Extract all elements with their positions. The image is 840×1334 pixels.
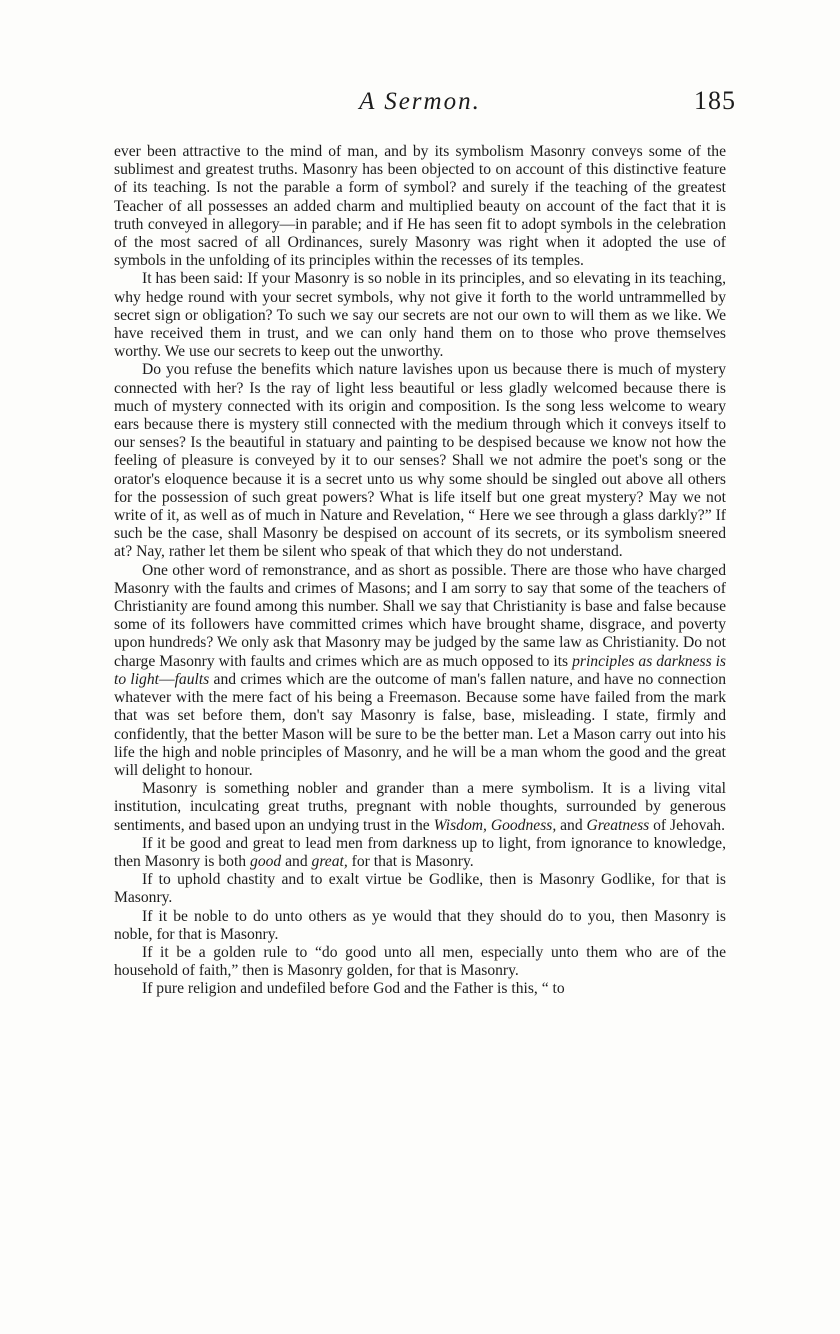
paragraph-10: If pure religion and undefiled before God and the Father is this, “ to: [142, 980, 565, 998]
paragraph-6-part-a: If it be good and great to lead men from darkness up to light, from ignorance to knowledge, then Masonry is both: [114, 834, 726, 870]
paragraph-5-greatness: Greatness: [586, 816, 650, 834]
paragraph-4-italic: principles as darkness is to light: [114, 652, 726, 688]
paragraph-5: [114, 780, 726, 835]
body-text: [114, 143, 726, 999]
running-title: A Sermon.: [359, 88, 481, 115]
paragraph-5-part-b: of Jehovah.: [649, 816, 726, 834]
paragraph-6-good: good: [250, 852, 282, 870]
paragraph-6-part-b: for that is Masonry.: [347, 852, 474, 870]
paragraph-7: If to uphold chastity and to exalt virtue be Godlike, then is Masonry Godlike, for that is Masonry.: [114, 871, 726, 907]
paragraph-4-dash: —: [159, 670, 175, 688]
paragraph-5-and: and: [556, 816, 587, 834]
paragraph-4-italic-2: faults: [174, 670, 210, 688]
paragraph-6: [114, 835, 726, 871]
paragraph-9: If it be a golden rule to “do good unto all men, especially unto them who are of the household of faith,” then is Masonry golden, for that is Masonry.: [114, 943, 726, 980]
paragraph-1: ever been attractive to the mind of man, and by its symbolism Masonry conveys some of the sublimest and greatest truths. Masonry has been objected to on account of this distinctive feature of its teaching. Is not the parable a form of symbol? and surely if the teaching of the greatest Teacher of all possesses an added charm and multiplied beauty on account of the fact that it is truth conveyed in allegory—in parable; and if He has seen fit to adopt symbols in the celebration of the most sacred of all Ordinances, surely Masonry was right when it adopted the use of symbols in the unfolding of its principles within the recesses of its temples.: [114, 143, 726, 270]
page-number: 185: [694, 86, 736, 115]
paragraph-4-part-b: and crimes which are the outcome of man's fallen nature, and have no connection whatever with the mere fact of his being a Freemason. Because some have failed from the mark that was set before them, don't say Masonry is false, base, misleading. I state, firmly and confidently, that the better Mason will be sure to be the better man. Let a Mason carry out into his life the high and noble principles of Masonry, and he will be a man whom the good and the great will delight to honour.: [114, 670, 726, 779]
paragraph-2: It has been said: If your Masonry is so noble in its principles, and so elevating in its teaching, why hedge round with your secret symbols, why not give it forth to the world untrammelled by secret sign or obligation? To such we say our secrets are not our own to will them as we like. We have received them in trust, and we can only hand them on to those who prove themselves worthy. We use our secrets to keep out the unworthy.: [114, 270, 726, 361]
paragraph-3: Do you refuse the benefits which nature lavishes upon us because there is much of mystery connected with her? Is the ray of light less beautiful or less gladly welcomed because there is much of mystery connected with its origin and composition. Is the song less welcome to weary ears because there is mystery still connected with the medium through which it conveys itself to our senses? Is the beautiful in statuary and painting to be despised because we know not how the feeling of pleasure is conveyed by it to our senses? Shall we not admire the poet's song or the orator's eloquence because it is a secret unto us why some should be singled out above all others for the possession of such great powers? What is life itself but one great mystery? May we not write of it, as well as of much in Nature and Revelation, “ Here we see through a glass darkly?” If such be the case, shall Masonry be despised on account of its secrets, or its symbolism sneered at? Nay, rather let them be silent who speak of that which they do not understand.: [114, 361, 726, 561]
paragraph-5-part-a: Masonry is something nobler and grander than a mere symbolism. It is a living vital institution, inculcating great truths, pregnant with noble thoughts, surrounded by generous sentiments, and based upon an undying trust in the: [114, 780, 726, 834]
paragraph-4-part-a: One other word of remonstrance, and as short as possible. There are those who have charged Masonry with the faults and crimes of Masons; and I am sorry to say that some of the teachers of Christianity are found among this number. Shall we say that Christianity is base and false because some of its followers have committed crimes which have brought shame, disgrace, and poverty upon hundreds? We only ask that Masonry may be judged by the same law as Christianity. Do not charge Masonry with faults and crimes which are as much opposed to its: [114, 561, 726, 670]
paragraph-5-wisdom: Wisdom, Goodness,: [433, 816, 557, 834]
paragraph-6-great: great,: [311, 852, 348, 870]
paragraph-4: [114, 562, 726, 780]
paragraph-8: If it be noble to do unto others as ye would that they should do to you, then Masonry is noble, for that is Masonry.: [114, 907, 726, 943]
running-head: [110, 86, 736, 122]
paragraph-6-and: and: [281, 852, 312, 870]
